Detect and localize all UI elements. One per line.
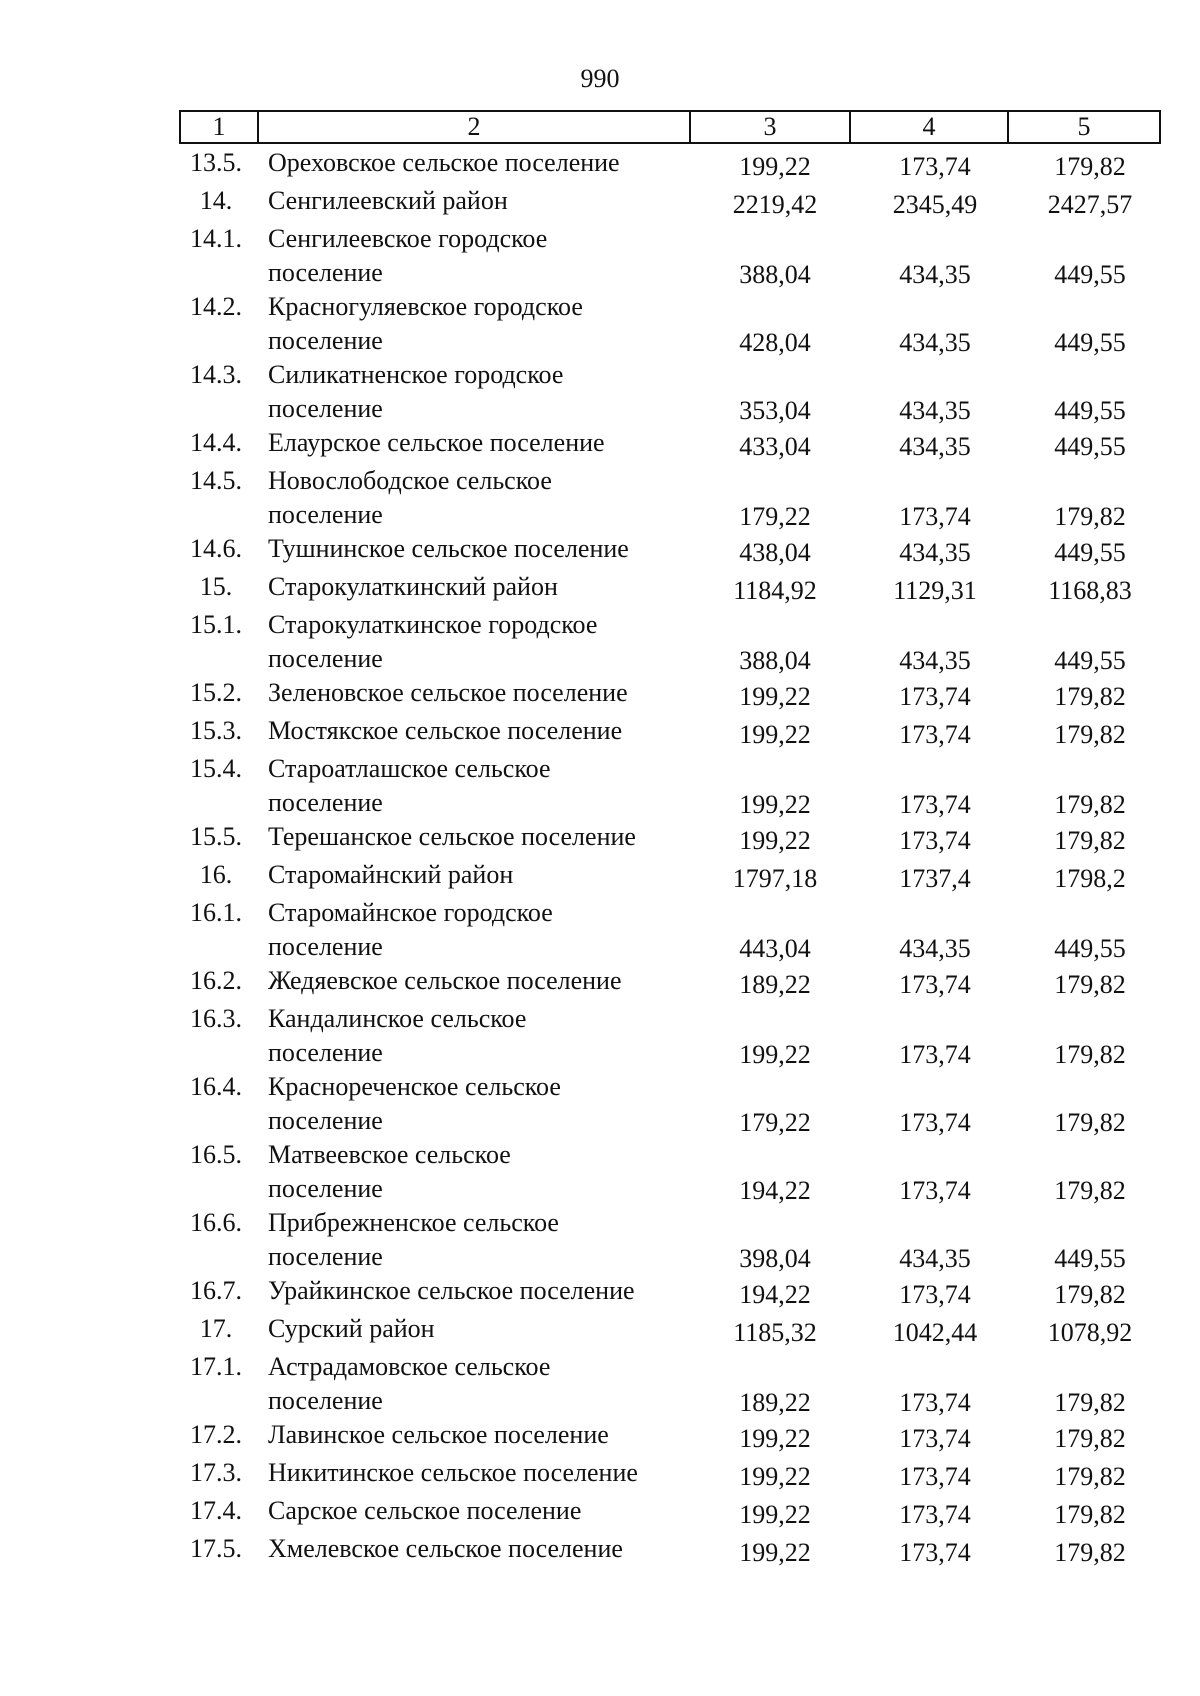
row-value-col-4: 173,74	[899, 1500, 971, 1529]
row-value-col-5: 449,55	[1054, 328, 1126, 357]
row-value-col-4: 434,35	[899, 934, 971, 963]
row-value-col-4: 434,35	[899, 432, 971, 461]
row-name-line: Старомайнское городское	[268, 898, 553, 927]
row-value-col-5: 1078,92	[1047, 1318, 1133, 1347]
row-value-col-3: 428,04	[739, 328, 811, 357]
header-col-4: 4	[850, 111, 1008, 143]
row-name-line: Жедяевское сельское поселение	[268, 966, 622, 995]
row-value-col-4: 173,74	[899, 1040, 971, 1069]
row-name-line: Хмелевское сельское поселение	[268, 1534, 623, 1563]
row-value-col-4: 434,35	[899, 328, 971, 357]
row-number: 16.5.	[190, 1140, 242, 1169]
row-value-col-4: 1737,4	[899, 864, 971, 893]
table-body	[0, 146, 1200, 1570]
row-name-line: Астрадамовское сельское	[268, 1352, 551, 1381]
row-value-col-5: 179,82	[1054, 970, 1126, 999]
row-name-line: поселение	[268, 644, 383, 673]
row-value-col-4: 434,35	[899, 646, 971, 675]
row-number: 16.7.	[190, 1276, 242, 1305]
row-name-line: поселение	[268, 788, 383, 817]
row-value-col-5: 449,55	[1054, 260, 1126, 289]
row-value-col-4: 173,74	[899, 720, 971, 749]
row-value-col-4: 173,74	[899, 1388, 971, 1417]
row-name	[268, 570, 688, 604]
table-row	[0, 1002, 1200, 1070]
table-row	[0, 1312, 1200, 1350]
table-row	[0, 858, 1200, 896]
row-name-line: Мостякское сельское поселение	[268, 716, 623, 745]
row-value-col-5: 179,82	[1054, 1040, 1126, 1069]
row-value-col-3: 388,04	[739, 260, 811, 289]
row-name	[268, 358, 688, 426]
row-number: 15.4.	[190, 754, 242, 783]
row-name	[268, 222, 688, 290]
row-value-col-4: 434,35	[899, 1244, 971, 1273]
row-value-col-4: 173,74	[899, 1462, 971, 1491]
row-value-col-5: 179,82	[1054, 720, 1126, 749]
row-value-col-4: 173,74	[899, 502, 971, 531]
row-value-col-3: 1185,32	[733, 1318, 817, 1347]
row-value-col-3: 199,22	[739, 682, 811, 711]
row-name	[268, 820, 688, 854]
row-value-col-3: 189,22	[739, 970, 811, 999]
row-number: 14.2.	[190, 292, 242, 321]
row-value-col-5: 449,55	[1054, 538, 1126, 567]
table-row	[0, 426, 1200, 464]
row-name	[268, 146, 688, 180]
row-value-col-4: 173,74	[899, 682, 971, 711]
table-row	[0, 1350, 1200, 1418]
row-name	[268, 1312, 688, 1346]
page-number: 990	[580, 64, 620, 93]
table-row	[0, 1206, 1200, 1274]
row-value-col-4: 1129,31	[893, 576, 977, 605]
table-row	[0, 752, 1200, 820]
row-value-col-4: 434,35	[899, 396, 971, 425]
row-name-line: Кандалинское сельское	[268, 1004, 527, 1033]
row-name-line: Старомайнский район	[268, 860, 514, 889]
table-row	[0, 1532, 1200, 1570]
row-number: 14.6.	[190, 534, 242, 563]
row-value-col-3: 194,22	[739, 1280, 811, 1309]
row-value-col-4: 173,74	[899, 1108, 971, 1137]
row-name-line: Сенгилеевский район	[268, 186, 508, 215]
row-value-col-4: 173,74	[899, 970, 971, 999]
row-value-col-3: 199,22	[739, 1040, 811, 1069]
row-value-col-5: 179,82	[1054, 1538, 1126, 1567]
header-col-2: 2	[258, 111, 690, 143]
row-number: 14.3.	[190, 360, 242, 389]
row-value-col-3: 199,22	[739, 720, 811, 749]
row-name	[268, 1494, 688, 1528]
row-value-col-5: 179,82	[1054, 502, 1126, 531]
row-number: 17.5.	[190, 1534, 242, 1563]
row-name	[268, 1070, 688, 1138]
row-value-col-3: 438,04	[739, 538, 811, 567]
table-row	[0, 1274, 1200, 1312]
row-value-col-5: 179,82	[1054, 1388, 1126, 1417]
row-name-line: Прибрежненское сельское	[268, 1208, 559, 1237]
row-name	[268, 1532, 688, 1566]
row-name-line: поселение	[268, 258, 383, 287]
row-value-col-3: 353,04	[739, 396, 811, 425]
row-number: 17.1.	[190, 1352, 242, 1381]
row-number: 16.3.	[190, 1004, 242, 1033]
row-value-col-5: 449,55	[1054, 646, 1126, 675]
row-number: 17.4.	[190, 1496, 242, 1525]
row-name	[268, 714, 688, 748]
row-value-col-3: 388,04	[739, 646, 811, 675]
row-value-col-4: 2345,49	[892, 190, 978, 219]
row-name	[268, 1138, 688, 1206]
row-value-col-5: 449,55	[1054, 1244, 1126, 1273]
row-value-col-3: 1184,92	[733, 576, 817, 605]
table-row	[0, 1138, 1200, 1206]
table-row	[0, 464, 1200, 532]
table-row	[0, 570, 1200, 608]
row-value-col-4: 434,35	[899, 538, 971, 567]
table-row	[0, 146, 1200, 184]
table-row	[0, 714, 1200, 752]
row-name	[268, 676, 688, 710]
row-value-col-5: 449,55	[1054, 396, 1126, 425]
row-name	[268, 1350, 688, 1418]
row-value-col-4: 173,74	[899, 1176, 971, 1205]
row-number: 15.3.	[190, 716, 242, 745]
row-name	[268, 426, 688, 460]
row-value-col-5: 179,82	[1054, 1108, 1126, 1137]
row-name-line: поселение	[268, 1386, 383, 1415]
row-value-col-5: 179,82	[1054, 682, 1126, 711]
row-name-line: Старокулаткинский район	[268, 572, 558, 601]
row-value-col-5: 179,82	[1054, 790, 1126, 819]
row-name-line: Силикатненское городское	[268, 360, 564, 389]
row-value-col-5: 449,55	[1054, 934, 1126, 963]
table-row	[0, 290, 1200, 358]
header-col-1: 1	[180, 111, 258, 143]
row-name-line: поселение	[268, 500, 383, 529]
table-row	[0, 676, 1200, 714]
row-number: 14.	[199, 186, 233, 215]
row-name-line: Сурский район	[268, 1314, 435, 1343]
row-number: 16.2.	[190, 966, 242, 995]
row-name-line: поселение	[268, 1242, 383, 1271]
row-name	[268, 608, 688, 676]
row-value-col-4: 173,74	[899, 1280, 971, 1309]
header-col-3: 3	[690, 111, 850, 143]
row-value-col-4: 173,74	[899, 1424, 971, 1453]
table-row	[0, 222, 1200, 290]
row-name-line: Старокулаткинское городское	[268, 610, 598, 639]
row-value-col-3: 199,22	[739, 1538, 811, 1567]
row-value-col-4: 434,35	[899, 260, 971, 289]
table-row	[0, 964, 1200, 1002]
row-number: 14.5.	[190, 466, 242, 495]
row-name-line: Елаурское сельское поселение	[268, 428, 605, 457]
row-value-col-5: 2427,57	[1047, 190, 1133, 219]
row-name-line: поселение	[268, 1038, 383, 1067]
row-value-col-3: 433,04	[739, 432, 811, 461]
row-number: 17.2.	[190, 1420, 242, 1449]
row-name	[268, 1002, 688, 1070]
row-name	[268, 532, 688, 566]
row-value-col-3: 199,22	[739, 790, 811, 819]
row-name-line: Лавинское сельское поселение	[268, 1420, 609, 1449]
row-value-col-5: 179,82	[1054, 1280, 1126, 1309]
row-value-col-5: 1168,83	[1048, 576, 1132, 605]
table-header	[179, 110, 1161, 144]
row-number: 16.1.	[190, 898, 242, 927]
row-value-col-3: 1797,18	[732, 864, 818, 893]
row-name-line: поселение	[268, 394, 383, 423]
row-number: 15.1.	[190, 610, 242, 639]
row-name-line: Матвеевское сельское	[268, 1140, 511, 1169]
row-number: 16.6.	[190, 1208, 242, 1237]
row-name-line: Зеленовское сельское поселение	[268, 678, 628, 707]
row-value-col-3: 199,22	[739, 152, 811, 181]
row-value-col-4: 1042,44	[892, 1318, 978, 1347]
table-row	[0, 1494, 1200, 1532]
table-row	[0, 184, 1200, 222]
row-value-col-3: 189,22	[739, 1388, 811, 1417]
row-value-col-3: 199,22	[739, 1424, 811, 1453]
row-value-col-4: 173,74	[899, 826, 971, 855]
row-number: 15.	[199, 572, 233, 601]
table-row	[0, 532, 1200, 570]
table-row	[0, 1418, 1200, 1456]
row-name	[268, 290, 688, 358]
row-name-line: Сенгилеевское городское	[268, 224, 548, 253]
row-value-col-3: 194,22	[739, 1176, 811, 1205]
row-name	[268, 464, 688, 532]
row-name-line: Сарское сельское поселение	[268, 1496, 582, 1525]
row-number: 16.4.	[190, 1072, 242, 1101]
row-value-col-5: 449,55	[1054, 432, 1126, 461]
row-value-col-5: 179,82	[1054, 1424, 1126, 1453]
table-row	[0, 358, 1200, 426]
row-name-line: Урайкинское сельское поселение	[268, 1276, 635, 1305]
row-number: 13.5.	[190, 148, 242, 177]
row-name	[268, 858, 688, 892]
row-name	[268, 752, 688, 820]
row-number: 14.4.	[190, 428, 242, 457]
row-number: 14.1.	[190, 224, 242, 253]
row-value-col-3: 199,22	[739, 826, 811, 855]
table-row	[0, 608, 1200, 676]
row-value-col-4: 173,74	[899, 790, 971, 819]
row-name-line: Никитинское сельское поселение	[268, 1458, 638, 1487]
row-value-col-3: 199,22	[739, 1500, 811, 1529]
row-name	[268, 964, 688, 998]
row-name-line: поселение	[268, 1174, 383, 1203]
row-name-line: Новослободское сельское	[268, 466, 552, 495]
row-name-line: Тушнинское сельское поселение	[268, 534, 629, 563]
row-name-line: поселение	[268, 1106, 383, 1135]
row-value-col-3: 2219,42	[732, 190, 818, 219]
row-name	[268, 1206, 688, 1274]
row-number: 15.5.	[190, 822, 242, 851]
row-value-col-4: 173,74	[899, 1538, 971, 1567]
row-value-col-5: 179,82	[1054, 1462, 1126, 1491]
row-value-col-3: 179,22	[739, 502, 811, 531]
row-name-line: Староатлашское сельское	[268, 754, 551, 783]
row-value-col-3: 398,04	[739, 1244, 811, 1273]
header-row	[180, 111, 1160, 143]
row-value-col-4: 173,74	[899, 152, 971, 181]
header-col-5: 5	[1008, 111, 1160, 143]
row-name	[268, 184, 688, 218]
table-row	[0, 1070, 1200, 1138]
table-row	[0, 820, 1200, 858]
row-value-col-5: 179,82	[1054, 152, 1126, 181]
row-number: 17.3.	[190, 1458, 242, 1487]
row-value-col-5: 1798,2	[1054, 864, 1126, 893]
row-name-line: поселение	[268, 326, 383, 355]
row-name	[268, 896, 688, 964]
row-name	[268, 1418, 688, 1452]
row-value-col-5: 179,82	[1054, 1176, 1126, 1205]
row-value-col-3: 443,04	[739, 934, 811, 963]
row-value-col-3: 179,22	[739, 1108, 811, 1137]
row-name-line: Красногуляевское городское	[268, 292, 583, 321]
row-name-line: Терешанское сельское поселение	[268, 822, 636, 851]
row-value-col-5: 179,82	[1054, 1500, 1126, 1529]
row-number: 15.2.	[190, 678, 242, 707]
row-name-line: Ореховское сельское поселение	[268, 148, 620, 177]
row-name	[268, 1274, 688, 1308]
row-value-col-5: 179,82	[1054, 826, 1126, 855]
row-number: 17.	[199, 1314, 233, 1343]
row-name-line: Краснореченское сельское	[268, 1072, 561, 1101]
row-name	[268, 1456, 688, 1490]
table-row	[0, 896, 1200, 964]
row-name-line: поселение	[268, 932, 383, 961]
table-row	[0, 1456, 1200, 1494]
row-value-col-3: 199,22	[739, 1462, 811, 1491]
row-number: 16.	[199, 860, 233, 889]
